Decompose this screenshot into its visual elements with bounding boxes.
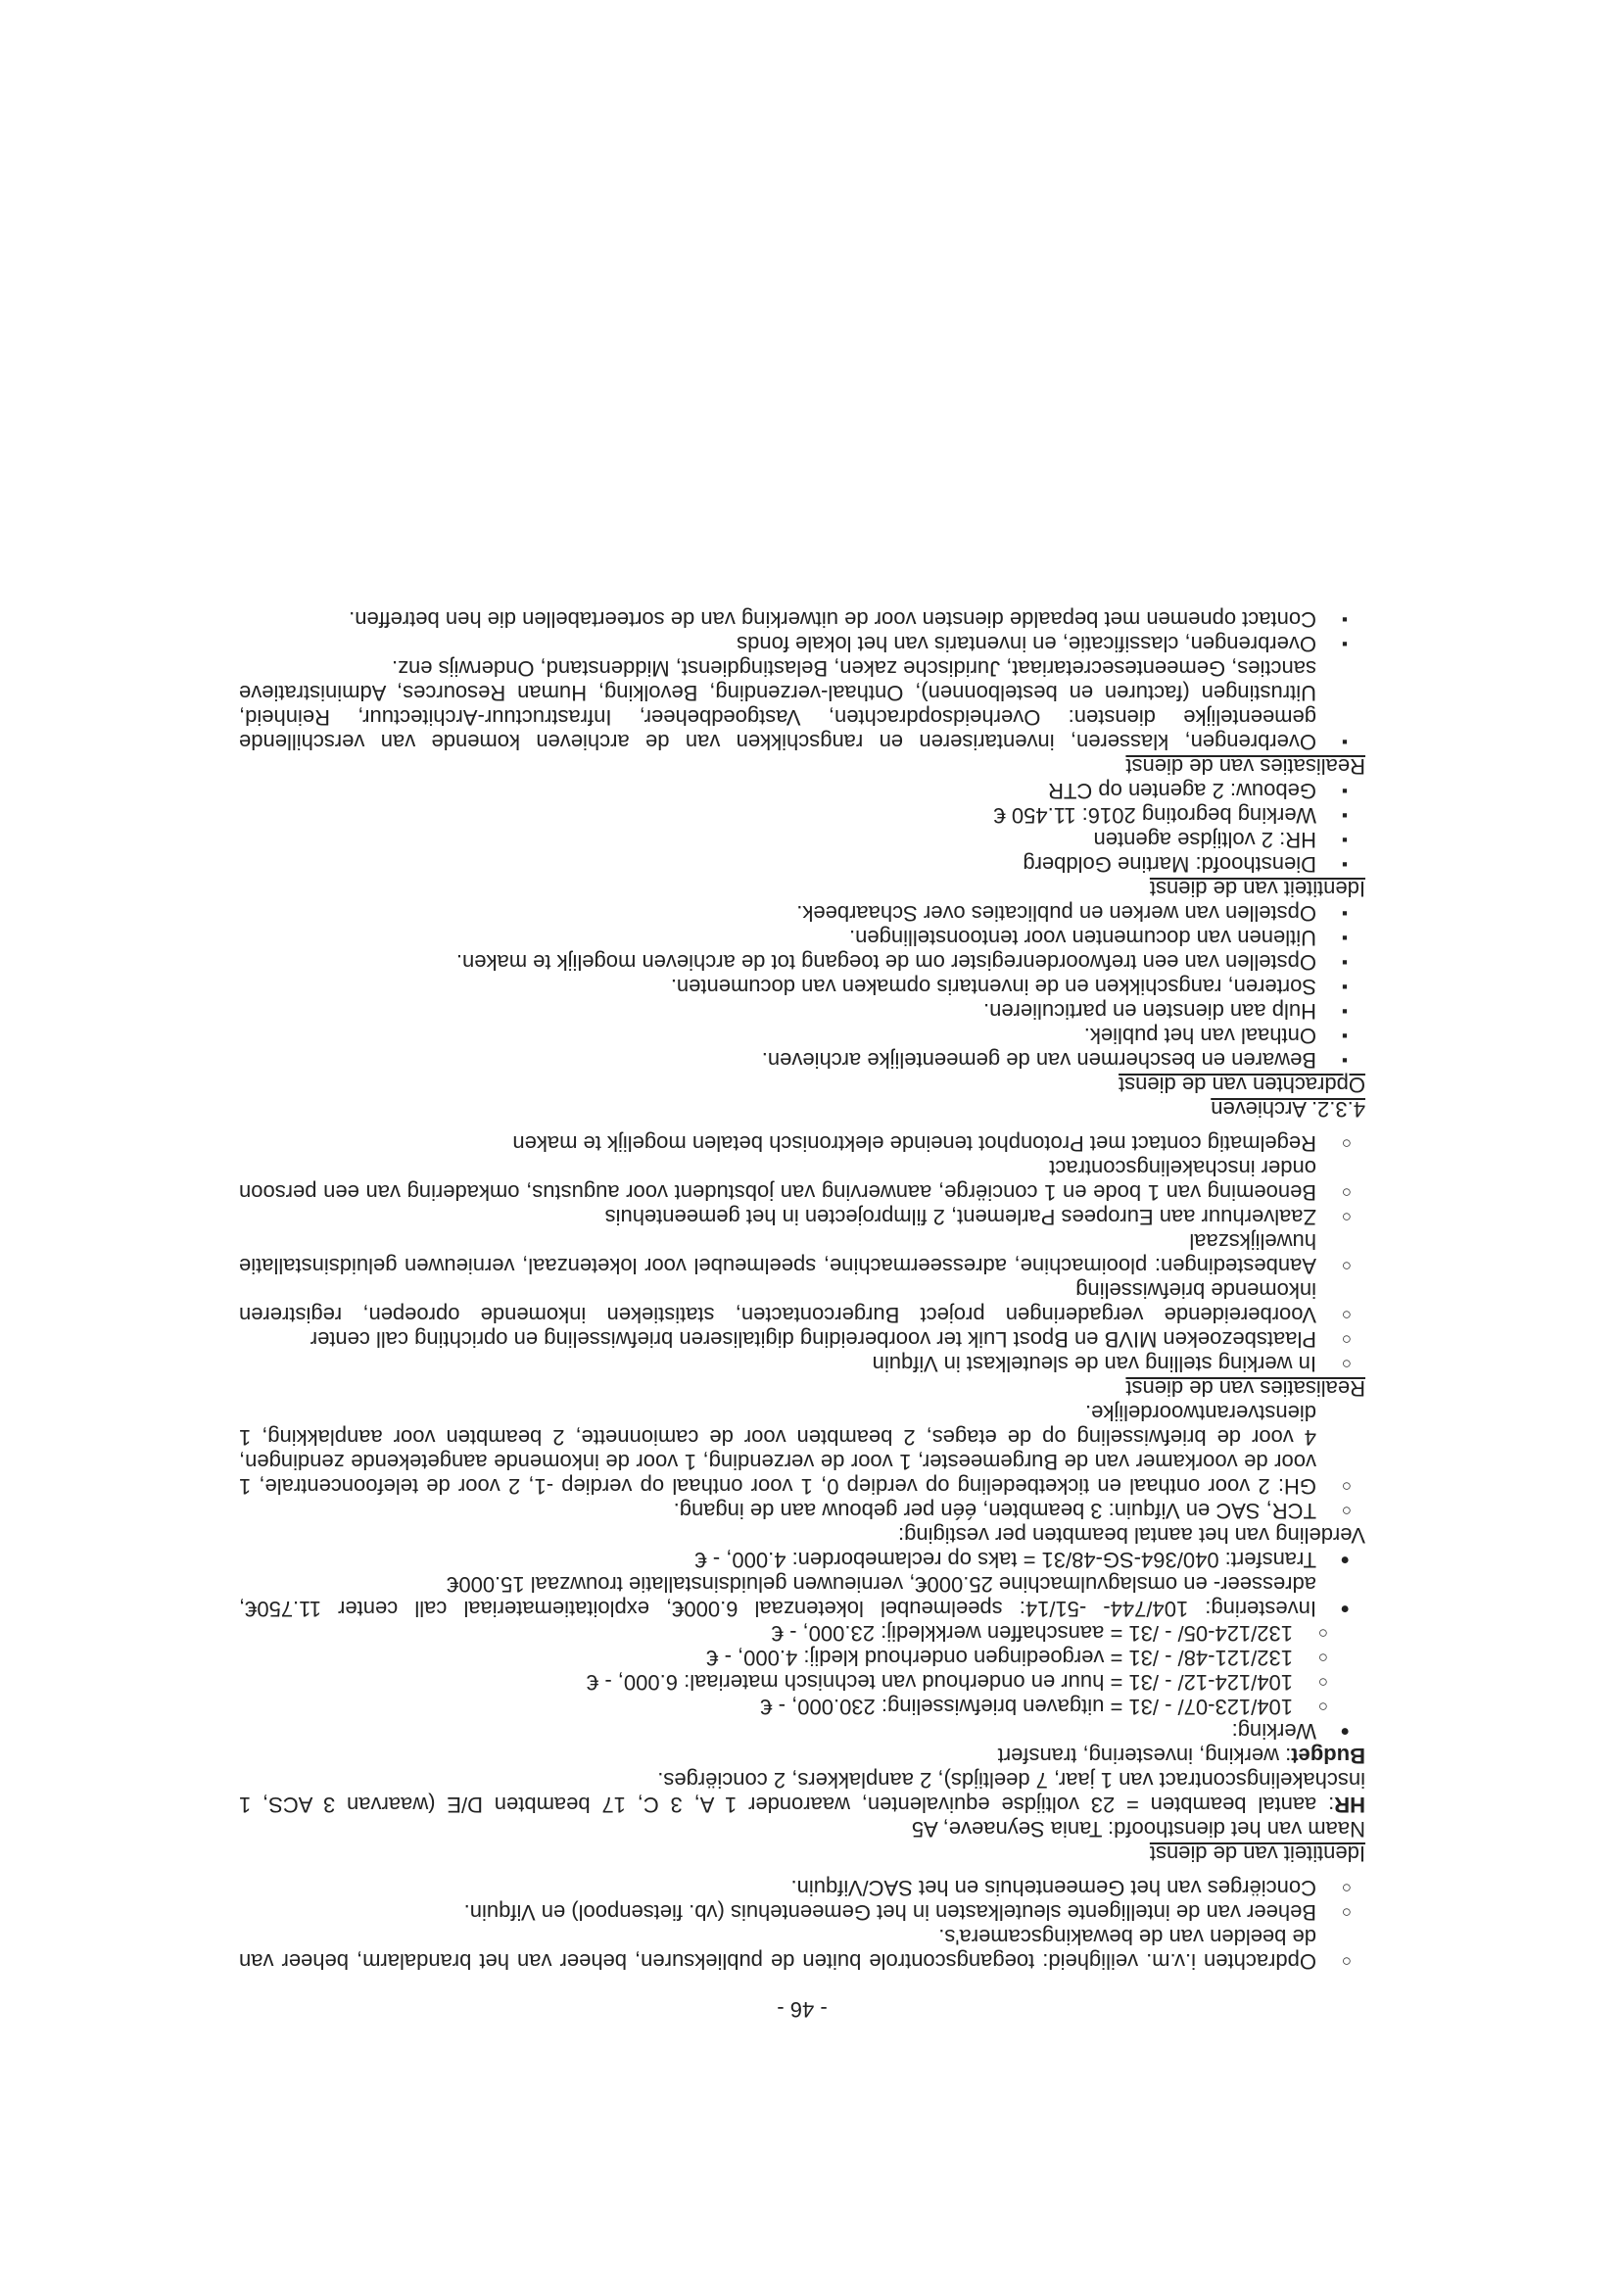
list-item: ● Transfert: 040/364-SG-48/31 = taks op reclameborden: 4.000, - € <box>239 1548 1365 1572</box>
list-item: ○ Plaatsbezoeken MIVB en Bpost Luik ter voorbereiding digitaliseren briefwisseling en oprichting call center <box>239 1327 1365 1352</box>
list-item: ▪ Opstellen van een trefwoordenregister om de toegang tot de archieven mogelijk te maken. <box>239 950 1365 975</box>
list-item: ○ Conciërges van het Gemeentehuis en het SAC/Vifquin. <box>239 1876 1365 1900</box>
list-item: ○ 132/121-48/ - /31 = vergoedingen onderhoud kledij: 4.000, - € <box>239 1646 1365 1670</box>
list-item: ○ Voorbereidende vergaderingen project Burgercontacten, statistieken inkomende oproepen, registreren inkomende briefwisseling <box>239 1278 1365 1327</box>
list-item: ▪ Onthaal van het publiek. <box>239 1024 1365 1048</box>
list-item: ○ In werking stelling van de sleutelkast in Vifquin <box>239 1352 1365 1376</box>
list-item: ▪ Sorteren, rangschikken en de inventaris opmaken van documenten. <box>239 975 1365 999</box>
list-item: ○ TCR, SAC en Vifquin: 3 beambten, één per gebouw aan de ingang. <box>239 1499 1365 1523</box>
list-item: ▪ Werking begroting 2016: 11.450 € <box>239 803 1365 828</box>
section-heading: Realisaties van de dienst <box>1125 1376 1365 1401</box>
list-item: ● Investering: 104/744- -51/14: speelmeubel loketenzaal 6.000€, exploitatiemateriaal call center 11.750€, adresseer- en omslagvulmachine 25.000€, vernieuwen geluidsinstallatie trouwzaal 15.000€ <box>239 1572 1365 1621</box>
list-item: ▪ Overbrengen, classificatie, en inventaris van het lokale fonds <box>239 632 1365 656</box>
page-content <box>239 607 1365 2022</box>
hr-paragraph <box>239 1768 1365 1817</box>
list-item: ▪ Gebouw: 2 agenten op CTR <box>239 779 1365 803</box>
list-item: ▪ Contact opnemen met bepaalde diensten voor de uitwerking van de sorteertabellen die hen betreffen. <box>239 607 1365 632</box>
list-item: ○ Opdrachten i.v.m. veiligheid: toegangscontrole buiten de publieksuren, beheer van het brandalarm, beheer van de beelden van de bewakingscamera's. <box>239 1925 1365 1974</box>
list-item: ○ GH: 2 voor onthaal en ticketbedeling op verdiep 0, 1 voor onthaal op verdiep -1, 2 voor de telefooncentrale, 1 voor de voorkamer van de Burgemeester, 1 voor de verzending, 1 voor de inkomende aangetekende zendingen, 4 voor de briefwisseling op de etages, 2 beambten voor de camionnette, 2 beambten voor aanplakking, 1 dienstverantwoordelijke. <box>239 1401 1365 1499</box>
list-item: ○ Beheer van de intelligente sleutelkasten in het Gemeentehuis (vb. fietsenpool) en Vifquin. <box>239 1900 1365 1925</box>
list-item: ○ Benoeming van 1 bode en 1 conciërge, aanwerving van jobstudent voor augustus, omkadering van een persoon onder inschakelingscontract <box>239 1156 1365 1205</box>
list-item: ▪ Opstellen van werken en publicaties over Schaarbeek. <box>239 901 1365 926</box>
list-item: ▪ Hulp aan diensten en particulieren. <box>239 999 1365 1024</box>
budget-text: : werking, investering, transfert <box>997 1744 1292 1768</box>
list-item: ▪ HR: 2 voltijdse agenten <box>239 828 1365 852</box>
section-heading: Identiteit van de dienst <box>1149 1842 1365 1866</box>
page-number: - 46 - <box>777 1997 828 2022</box>
hr-label: HR <box>1334 1793 1365 1817</box>
budget-line <box>239 1744 1365 1768</box>
section-heading: Realisaties van de dienst <box>1125 754 1365 779</box>
list-item: ● Werking: <box>239 1719 1365 1744</box>
hr-text: : aantal beambten = 23 voltijdse equivalenten, waaronder 1 A, 3 C, 17 beambten D/E (waarvan 3 ACS, 1 inschakelingscontract van 1 jaar, 7 deeltijds), 2 aanplakkers, 2 conciërges. <box>239 1768 1365 1817</box>
list-item: ○ Aanbestedingen: plooimachine, adresseermachine, speelmeubel voor loketenzaal, vernieuwen geluidsinstallatie huwelijkszaal <box>239 1229 1365 1278</box>
section-title: 4.3.2. Archieven <box>1211 1097 1365 1122</box>
section-heading: Identiteit van de dienst <box>1149 877 1365 901</box>
list-item: ○ Zaalverhuur aan Europees Parlement, 2 filmprojecten in het gemeentehuis <box>239 1205 1365 1229</box>
text-line: Naam van het diensthoofd: Tania Seynaeve, A5 <box>911 1817 1365 1842</box>
list-item: ▪ Overbrengen, klasseren, inventariseren en rangschikken van de archieven komende van verschillende gemeentelijke diensten: Overheidsopdrachten, Vastgoedbeheer, Infrastructuur-Architectuur, Reinheid, Uitrustingen (facturen en bestelbonnen), Onthaal-verzending, Bevolking, Human Resources, Administratieve sancties, Gemeentesecretariaat, Juridische zaken, Belastingdienst, Middenstand, Onderwijs enz. <box>239 656 1365 754</box>
list-item: ▪ Diensthoofd: Martine Goldberg <box>239 852 1365 877</box>
list-item: ○ 104/124-12/ - /31 = huur en onderhoud van technisch materiaal: 6.000, - € <box>239 1670 1365 1695</box>
list-item: ○ 132/124-05/ - /31 = aanschaffen werkkledij: 23.000, - € <box>239 1621 1365 1646</box>
list-item: ▪ Uitlenen van documenten voor tentoonstellingen. <box>239 926 1365 950</box>
list-item: ○ Regelmatig contact met Protonphot teneinde elektronisch betalen mogelijk te maken <box>239 1131 1365 1156</box>
budget-label: Budget <box>1291 1744 1365 1768</box>
list-item: ▪ Bewaren en beschermen van de gemeentelijke archieven. <box>239 1048 1365 1073</box>
section-heading: Opdrachten van de dienst <box>1119 1073 1365 1097</box>
text-line: Verdeling van het aantal beambten per vestiging: <box>898 1523 1365 1548</box>
list-item: ○ 104/123-07/ - /31 = uitgaven briefwisseling: 230.000, - € <box>239 1695 1365 1719</box>
